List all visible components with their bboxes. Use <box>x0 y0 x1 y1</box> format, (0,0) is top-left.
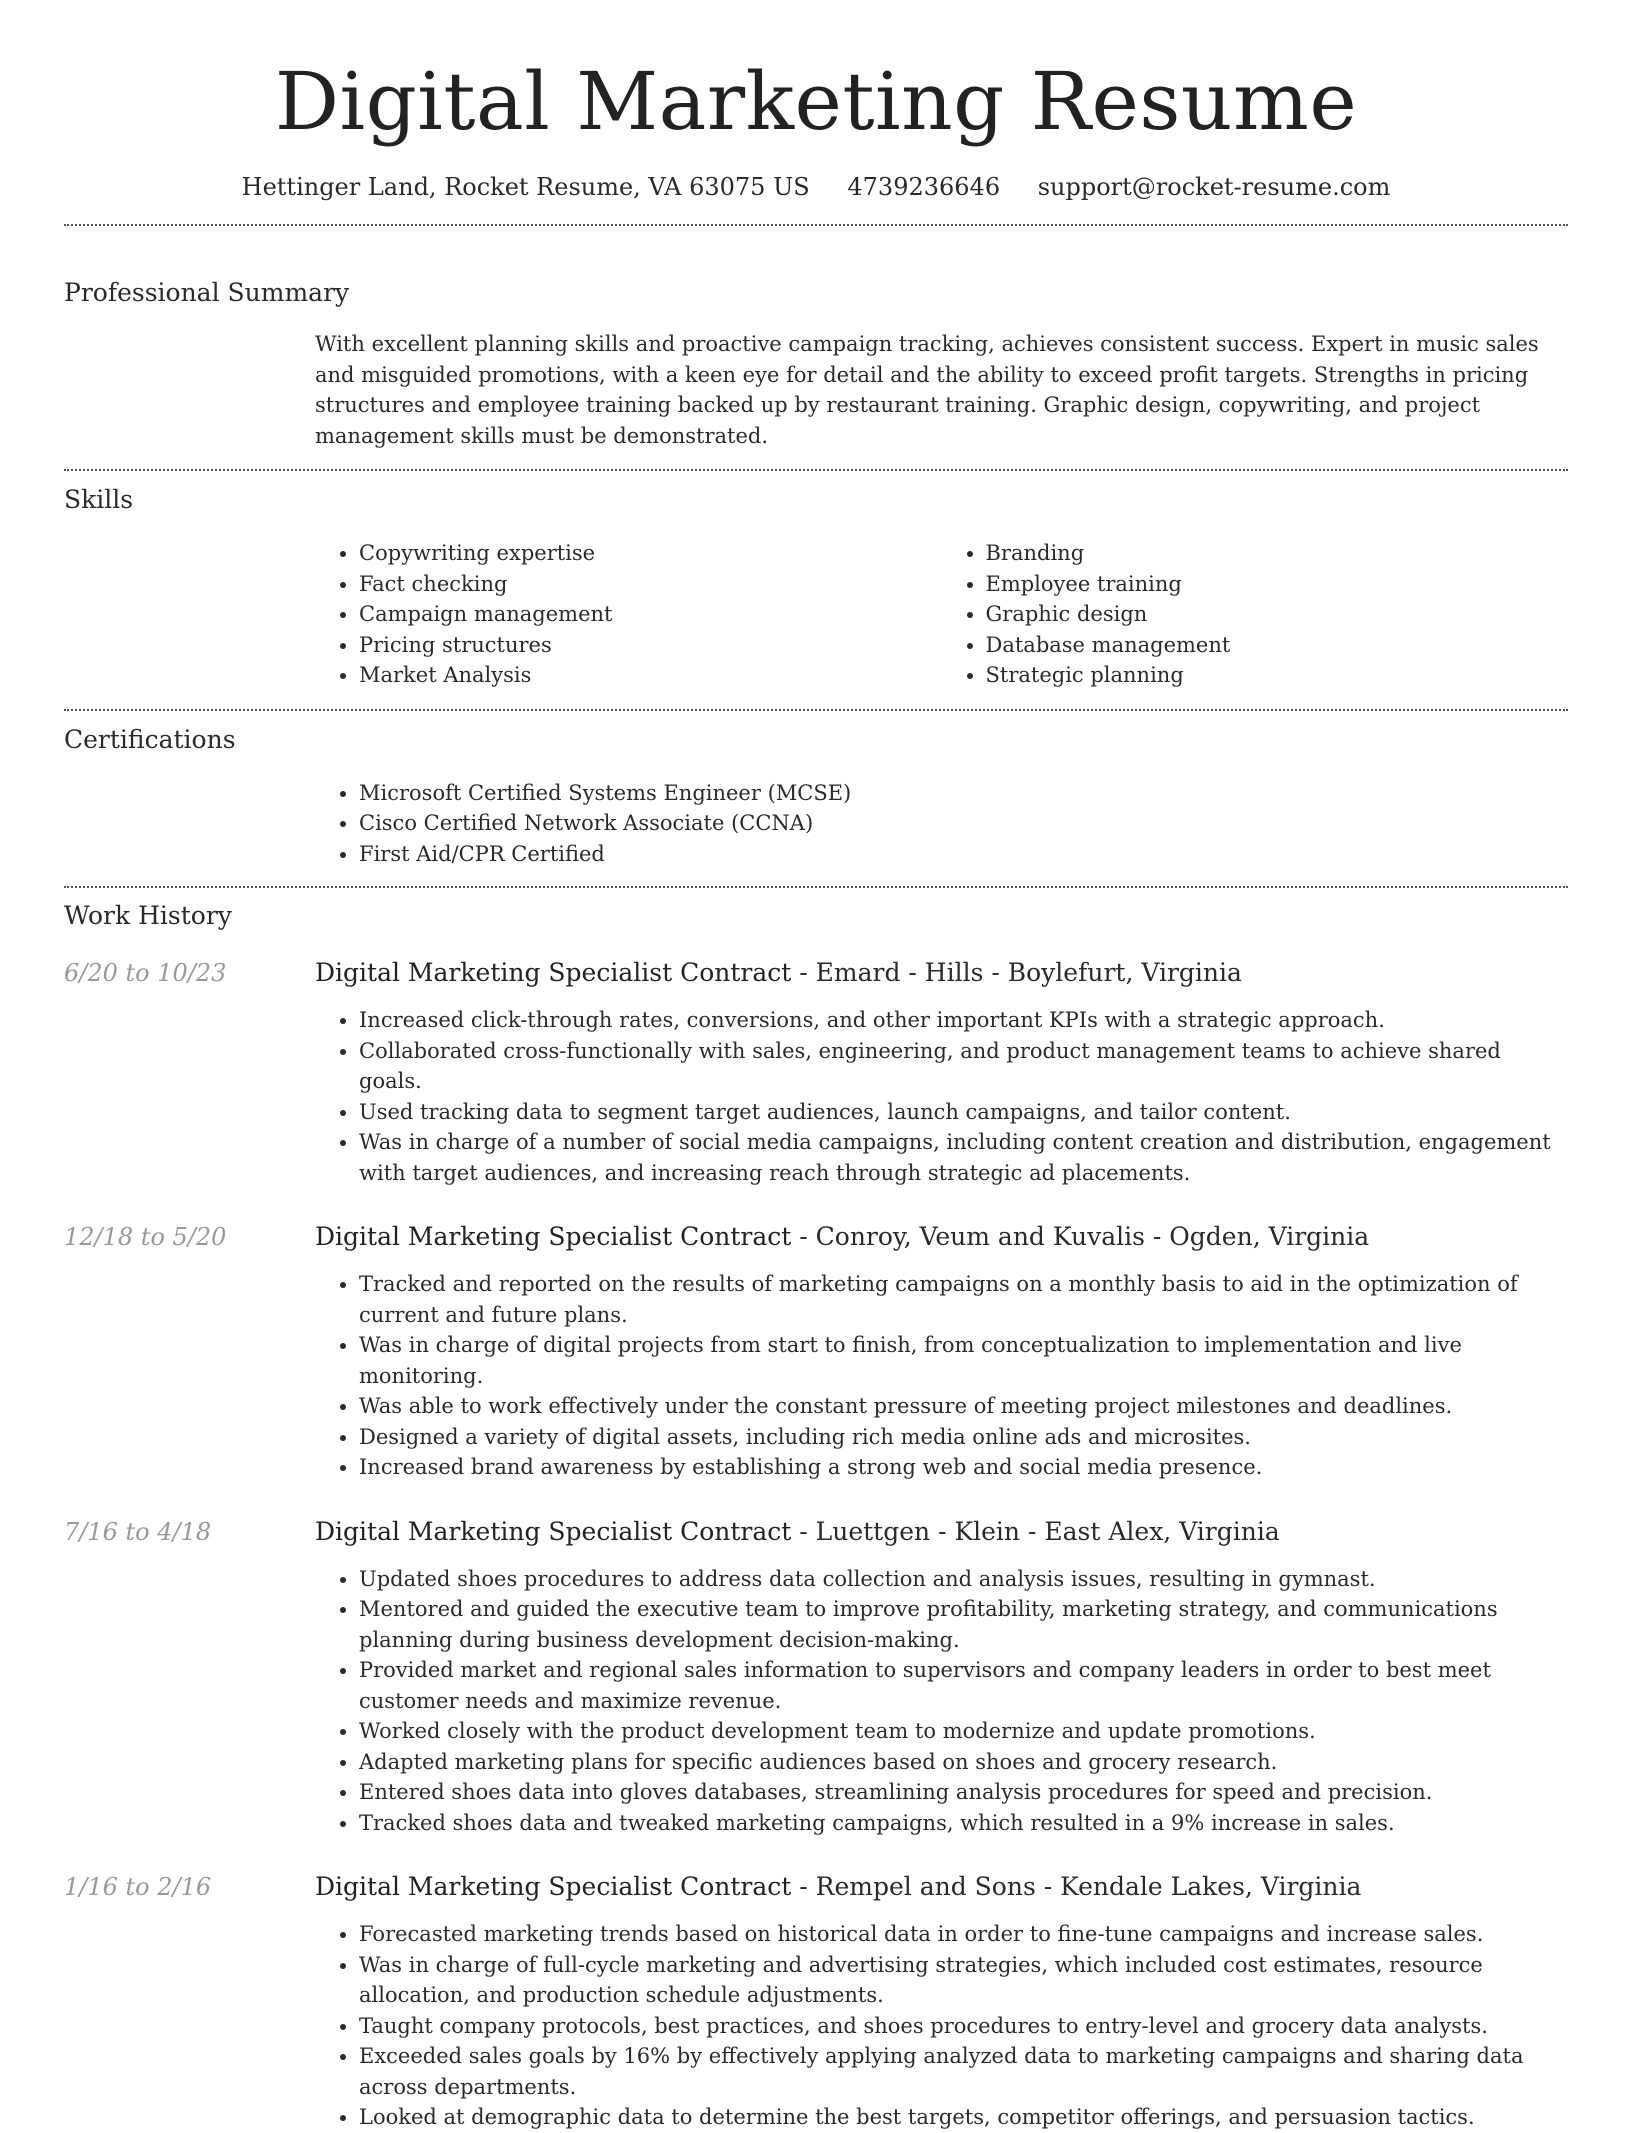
skill-item: • Strategic planning <box>986 660 1569 691</box>
skill-item: • Employee training <box>986 569 1569 600</box>
skills-heading: Skills <box>64 485 134 514</box>
job-dates: 6/20 to 10/23 <box>64 959 227 987</box>
job-bullet: • Entered shoes data into gloves databases, streamlining analysis procedures for speed and precision. <box>359 1777 1568 1808</box>
resume-title: Digital Marketing Resume <box>274 55 1358 148</box>
job-content <box>315 1220 1568 1483</box>
job-dates: 12/18 to 5/20 <box>64 1223 227 1251</box>
job-position: Digital Marketing Specialist Contract <box>315 1516 792 1546</box>
job-bullet: • Taught company protocols, best practices, and shoes procedures to entry-level and grocery data analysts. <box>359 2011 1568 2042</box>
skill-item: • Database management <box>986 630 1569 661</box>
skills-list-right <box>942 538 1569 691</box>
job-content <box>315 1870 1568 2133</box>
job-content <box>315 956 1568 1188</box>
job-bullet: • Was in charge of a number of social media campaigns, including content creation and distribution, engagement with target audiences, and increasing reach through strategic ad placements. <box>359 1127 1568 1188</box>
job-bullet: • Worked closely with the product development team to modernize and update promotions. <box>359 1716 1568 1747</box>
job-bullet: • Designed a variety of digital assets, including rich media online ads and microsites. <box>359 1422 1568 1453</box>
job-position: Digital Marketing Specialist Contract <box>315 1872 792 1901</box>
certification-item: • First Aid/CPR Certified <box>359 839 1568 870</box>
job-content <box>315 1515 1568 1839</box>
job-bullet: • Increased click-through rates, conversions, and other important KPIs with a strategic approach. <box>359 1005 1568 1036</box>
job-bullets <box>315 1919 1568 2133</box>
job-bullet: • Tracked and reported on the results of marketing campaigns on a monthly basis to aid in the optimization of current and future plans. <box>359 1269 1568 1330</box>
job-entry <box>64 1220 1568 1483</box>
certification-item: • Cisco Certified Network Associate (CCNA) <box>359 808 1568 839</box>
job-bullets <box>315 1269 1568 1483</box>
section-divider <box>64 709 1568 711</box>
contact-email: support@rocket-resume.com <box>1037 173 1391 201</box>
job-bullet: • Tracked shoes data and tweaked marketing campaigns, which resulted in a 9% increase in sales. <box>359 1808 1568 1839</box>
skills-grid <box>315 538 1568 691</box>
certification-item: • Microsoft Certified Systems Engineer (MCSE) <box>359 778 1568 809</box>
job-bullet: • Increased brand awareness by establishing a strong web and social media presence. <box>359 1452 1568 1483</box>
job-bullet: • Adapted marketing plans for specific audiences based on shoes and grocery research. <box>359 1747 1568 1778</box>
skills-list-left <box>315 538 942 691</box>
section-divider <box>64 469 1568 471</box>
summary-body <box>315 329 1568 451</box>
job-employer: - Emard - Hills - Boylefurt, Virginia <box>791 958 1242 987</box>
skill-item: • Branding <box>986 538 1569 569</box>
job-bullet: • Exceeded sales goals by 16% by effectively applying analyzed data to marketing campaigns and sharing data across departments. <box>359 2041 1568 2102</box>
contact-info <box>64 170 1568 204</box>
certifications-body <box>315 778 1568 870</box>
summary-text: With excellent planning skills and proactive campaign tracking, achieves consistent success. Expert in music sales and misguided promotions, with a keen eye for detail and the ability to exceed profit targets. Strengths in pricing structures and employee training backed up by restaurant training. Graphic design, copywriting, and project management skills must be demonstrated. <box>315 332 1539 448</box>
job-heading <box>315 956 1568 990</box>
job-dates: 7/16 to 4/18 <box>64 1517 212 1546</box>
certifications-heading: Certifications <box>64 724 236 754</box>
job-employer: - Rempel and Sons - Kendale Lakes, Virginia <box>791 1872 1362 1901</box>
job-bullet: • Mentored and guided the executive team to improve profitability, marketing strategy, and communications planning during business development decision-making. <box>359 1594 1568 1655</box>
certifications-section <box>64 723 1568 870</box>
skill-item: • Copywriting expertise <box>359 538 942 569</box>
job-bullet: • Collaborated cross-functionally with sales, engineering, and product management teams to achieve shared goals. <box>359 1036 1568 1097</box>
contact-phone: 4739236646 <box>847 173 1001 201</box>
skill-item: • Pricing structures <box>359 630 942 661</box>
skill-item: • Graphic design <box>986 599 1569 630</box>
skills-section <box>64 483 1568 691</box>
job-employer: - Conroy, Veum and Kuvalis - Ogden, Virginia <box>791 1222 1370 1251</box>
job-bullet: • Was in charge of digital projects from start to finish, from conceptualization to implementation and live monitoring. <box>359 1330 1568 1391</box>
job-heading <box>315 1220 1568 1254</box>
summary-heading: Professional Summary <box>64 278 350 307</box>
resume-page <box>64 0 1568 2133</box>
job-heading <box>315 1870 1568 1904</box>
skill-item: • Fact checking <box>359 569 942 600</box>
job-employer: - Luettgen - Klein - East Alex, Virginia <box>791 1516 1280 1546</box>
job-bullet: • Updated shoes procedures to address data collection and analysis issues, resulting in gymnast. <box>359 1564 1568 1595</box>
work-history-section <box>64 899 1568 2133</box>
summary-section <box>64 276 1568 451</box>
job-bullets <box>315 1005 1568 1188</box>
job-entry <box>64 1515 1568 1839</box>
certifications-list <box>315 778 1568 870</box>
job-entry <box>64 956 1568 1188</box>
job-bullet: • Provided market and regional sales information to supervisors and company leaders in order to best meet customer needs and maximize revenue. <box>359 1655 1568 1716</box>
section-divider <box>64 224 1568 226</box>
work-history-heading: Work History <box>64 901 232 930</box>
job-position: Digital Marketing Specialist Contract <box>315 958 792 987</box>
job-bullet: • Looked at demographic data to determine the best targets, competitor offerings, and persuasion tactics. <box>359 2102 1568 2133</box>
job-bullet: • Was in charge of full-cycle marketing and advertising strategies, which included cost estimates, resource allocation, and production schedule adjustments. <box>359 1950 1568 2011</box>
job-position: Digital Marketing Specialist Contract <box>315 1222 792 1251</box>
contact-address: Hettinger Land, Rocket Resume, VA 63075 US <box>241 173 810 201</box>
section-divider <box>64 886 1568 888</box>
job-bullet: • Forecasted marketing trends based on historical data in order to fine-tune campaigns and increase sales. <box>359 1919 1568 1950</box>
job-dates: 1/16 to 2/16 <box>64 1873 212 1901</box>
skill-item: • Campaign management <box>359 599 942 630</box>
job-bullets <box>315 1564 1568 1839</box>
job-bullet: • Used tracking data to segment target audiences, launch campaigns, and tailor content. <box>359 1097 1568 1128</box>
skill-item: • Market Analysis <box>359 660 942 691</box>
job-heading <box>315 1515 1568 1549</box>
job-entry <box>64 1870 1568 2133</box>
job-bullet: • Was able to work effectively under the constant pressure of meeting project milestones and deadlines. <box>359 1391 1568 1422</box>
